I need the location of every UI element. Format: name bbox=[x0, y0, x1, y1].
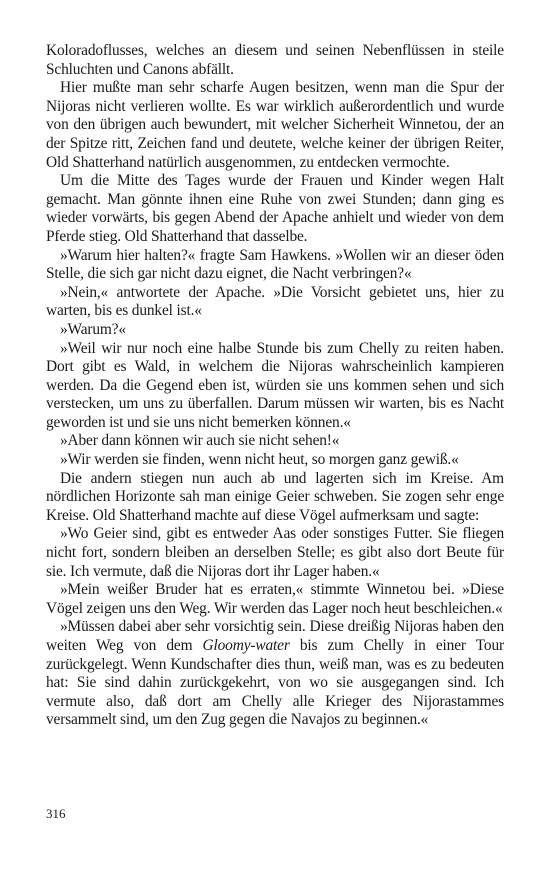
paragraph-13-text-before: »Müssen dabei aber sehr vorsichtig sein. Diese dreißig Nijoras haben den weiten Weg von dem bbox=[46, 618, 504, 654]
paragraph-10: Die andern stiegen nun auch ab und lagerten sich im Kreise. Am nördlichen Horizonte sah man einige Geier schweben. Sie zogen sehr enge Kreise. Old Shatterhand machte auf diese Vögel aufmerksam und sagte: bbox=[46, 469, 504, 524]
paragraph-9: »Wir werden sie finden, wenn nicht heut, so morgen ganz gewiß.« bbox=[60, 451, 459, 469]
paragraph-2: Hier mußte man sehr scharfe Augen besitzen, wenn man die Spur der Nijoras nicht verlieren wollte. Es war wirklich außerordentlich und wurde von den übrigen auch bewundert, mit welcher Sicherheit Winnetou, der an der Spitze ritt, Zeichen fand und deutete, welche keiner der übrigen Reiter, Old Shatterhand natürlich ausgenommen, zu entdecken vermochte. bbox=[46, 79, 504, 171]
paragraph-11: »Wo Geier sind, gibt es entweder Aas oder sonstiges Futter. Sie fliegen nicht fort, sondern bleiben an derselben Stelle; es gibt also dort Beute für sie. Ich vermute, daß die Nijoras dort ihr Lager haben.« bbox=[46, 525, 504, 580]
paragraph-13 bbox=[46, 618, 504, 730]
paragraph-13-text-after: bis zum Chelly in einer Tour zurückgelegt. Wenn Kundschafter dies thun, weiß man, was es zu bedeuten hat: Sie sind dahin zurückgekehrt, von wo sie ausgegangen sind. Ich vermute also, daß dort am Chelly alle Krieger des Nijorastammes versammelt sind, um den Zug gegen die Navajos zu beginnen.« bbox=[46, 637, 504, 729]
paragraph-1: Koloradoflusses, welches an diesem und seinen Nebenflüssen in steile Schluchten und Canons abfällt. bbox=[46, 42, 504, 78]
paragraph-6: »Warum?« bbox=[60, 320, 126, 338]
paragraph-3: Um die Mitte des Tages wurde der Frauen und Kinder wegen Halt gemacht. Man gönnte ihnen eine Ruhe von zwei Stunden; dann ging es wieder vorwärts, bis gegen Abend der Apache anhielt und wieder von dem Pferde stieg. Old Shatterhand that dasselbe. bbox=[46, 172, 504, 245]
page-number: 316 bbox=[46, 806, 66, 821]
paragraph-5: »Nein,« antwortete der Apache. »Die Vorsicht gebietet uns, hier zu warten, bis es dunkel ist.« bbox=[46, 283, 504, 320]
book-page bbox=[46, 42, 504, 730]
paragraph-8: »Aber dann können wir auch sie nicht sehen!« bbox=[60, 432, 340, 450]
paragraph-7: »Weil wir nur noch eine halbe Stunde bis zum Chelly zu reiten haben. Dort gibt es Wald, in welchem die Nijoras wahrscheinlich kampieren werden. Da die Gegend eben ist, würden sie uns kommen sehen und sich verstecken, um uns zu überfallen. Darum müssen wir warten, bis es Nacht geworden ist und sie uns nicht bemerken können.« bbox=[46, 339, 504, 431]
paragraph-13-italic-place: Gloomy-water bbox=[202, 637, 290, 654]
paragraph-4: »Warum hier halten?« fragte Sam Hawkens. »Wollen wir an dieser öden Stelle, die sich gar nicht dazu eignet, die Nacht verbringen?« bbox=[46, 246, 504, 283]
paragraph-12: »Mein weißer Bruder hat es erraten,« stimmte Winnetou bei. »Diese Vögel zeigen uns den Weg. Wir werden das Lager noch heut beschleichen.« bbox=[46, 581, 504, 617]
